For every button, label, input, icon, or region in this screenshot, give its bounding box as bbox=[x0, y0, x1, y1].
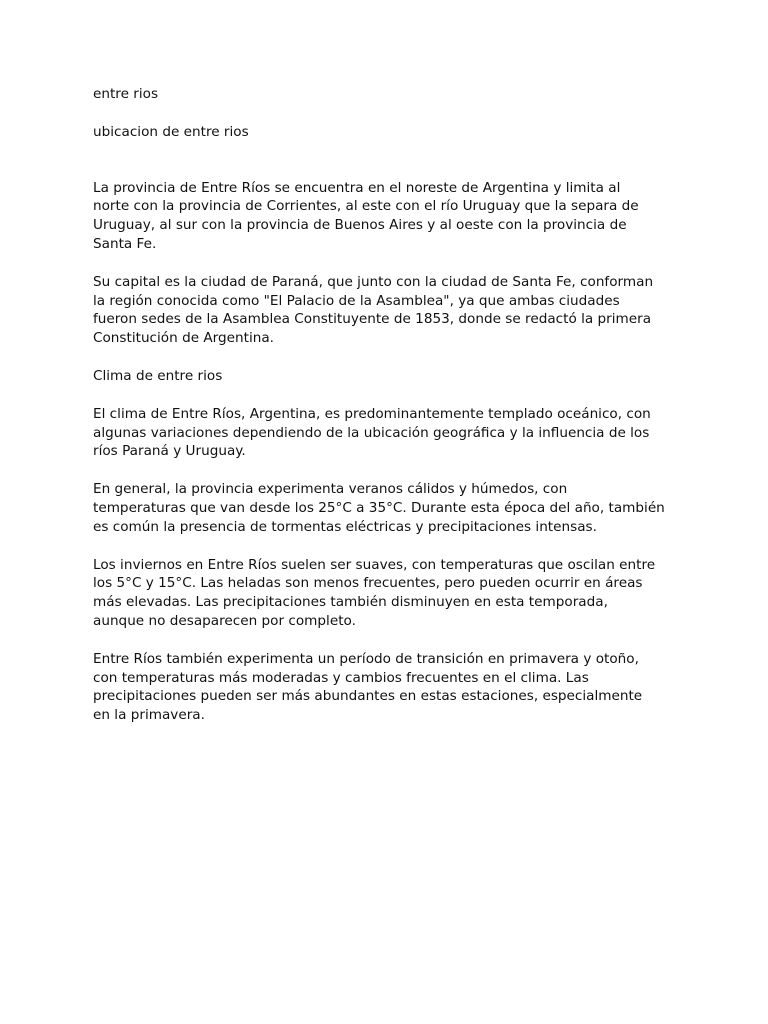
section-title-ubicacion: ubicacion de entre rios bbox=[93, 123, 249, 140]
paragraph-transicion bbox=[93, 650, 678, 725]
paragraph-line: Uruguay, al sur con la provincia de Buenos Aires y al oeste con la provincia de bbox=[93, 217, 627, 234]
paragraph-line: La provincia de Entre Ríos se encuentra en el noreste de Argentina y limita al bbox=[93, 179, 621, 196]
paragraph-line: la región conocida como "El Palacio de la Asamblea", ya que ambas ciudades bbox=[93, 292, 620, 309]
section-title-clima: Clima de entre rios bbox=[93, 367, 223, 384]
document-body bbox=[93, 85, 678, 725]
paragraph-line: El clima de Entre Ríos, Argentina, es predominantemente templado oceánico, con bbox=[93, 405, 651, 422]
paragraph-line: ríos Paraná y Uruguay. bbox=[93, 443, 246, 460]
paragraph-line: temperaturas que van desde los 25°C a 35°C. Durante esta época del año, también bbox=[93, 499, 665, 516]
paragraph-ubicacion bbox=[93, 179, 678, 254]
paragraph-line: en la primavera. bbox=[93, 707, 205, 724]
paragraph-capital bbox=[93, 273, 678, 348]
paragraph-line: aunque no desaparecen por completo. bbox=[93, 612, 356, 629]
paragraph-line: con temperaturas más moderadas y cambios frecuentes en el clima. Las bbox=[93, 669, 589, 686]
paragraph-line: es común la presencia de tormentas eléctricas y precipitaciones intensas. bbox=[93, 518, 597, 535]
paragraph-clima-general bbox=[93, 405, 678, 461]
paragraph-line: norte con la provincia de Corrientes, al este con el río Uruguay que la separa de bbox=[93, 198, 639, 215]
paragraph-inviernos bbox=[93, 556, 678, 631]
document-title: entre rios bbox=[93, 86, 159, 102]
paragraph-veranos bbox=[93, 480, 678, 536]
paragraph-line: precipitaciones pueden ser más abundantes en estas estaciones, especialmente bbox=[93, 688, 643, 705]
paragraph-line: los 5°C y 15°C. Las heladas son menos frecuentes, pero pueden ocurrir en áreas bbox=[93, 575, 643, 592]
paragraph-line: Los inviernos en Entre Ríos suelen ser suaves, con temperaturas que oscilan entre bbox=[93, 556, 656, 573]
paragraph-line: fueron sedes de la Asamblea Constituyente de 1853, donde se redactó la primera bbox=[93, 311, 652, 328]
paragraph-line: Santa Fe. bbox=[93, 235, 157, 252]
paragraph-line: algunas variaciones dependiendo de la ubicación geográfica y la influencia de los bbox=[93, 424, 650, 441]
paragraph-line: Constitución de Argentina. bbox=[93, 330, 275, 347]
paragraph-line: Entre Ríos también experimenta un período de transición en primavera y otoño, bbox=[93, 650, 639, 667]
paragraph-line: más elevadas. Las precipitaciones también disminuyen en esta temporada, bbox=[93, 594, 608, 611]
paragraph-line: En general, la provincia experimenta veranos cálidos y húmedos, con bbox=[93, 481, 568, 498]
paragraph-line: Su capital es la ciudad de Paraná, que junto con la ciudad de Santa Fe, conforman bbox=[93, 273, 654, 290]
